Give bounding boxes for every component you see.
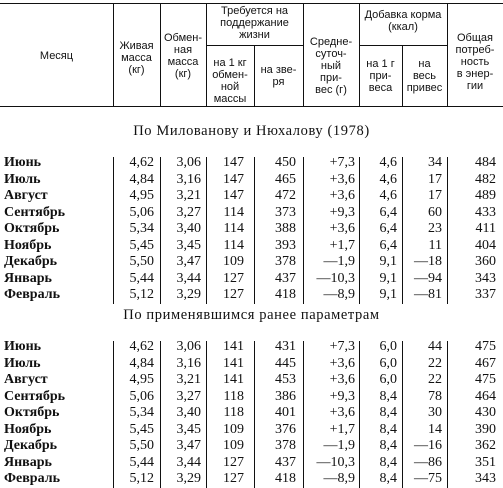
month-label: Декабрь bbox=[4, 438, 58, 453]
header-total-need: Общая потреб- ность в энер- гии bbox=[455, 32, 495, 92]
cell-live-mass: 4,62 bbox=[129, 339, 154, 354]
cell-feed-per-total: 60 bbox=[428, 204, 442, 220]
cell-live-mass: 5,50 bbox=[129, 438, 154, 453]
month-label: Январь bbox=[4, 454, 52, 470]
cell-exchange-mass: 3,06 bbox=[176, 339, 201, 354]
cell-feed-per-1g: 6,4 bbox=[379, 204, 397, 220]
body-col-rule bbox=[113, 157, 114, 304]
cell-exchange-mass: 3,40 bbox=[176, 221, 201, 236]
cell-per-kg: 141 bbox=[223, 355, 244, 371]
cell-feed-per-total: 34 bbox=[428, 155, 442, 170]
cell-feed-per-1g: 4,6 bbox=[379, 188, 397, 203]
cell-total-need: 475 bbox=[475, 339, 496, 354]
month-label: Август bbox=[4, 188, 48, 203]
cell-live-mass: 5,44 bbox=[129, 454, 154, 470]
cell-live-mass: 5,12 bbox=[129, 471, 154, 486]
header-month: Месяц bbox=[39, 50, 74, 62]
cell-feed-per-total: —94 bbox=[414, 270, 442, 286]
table-top-rule bbox=[0, 3, 503, 4]
cell-feed-per-total: —81 bbox=[414, 287, 442, 302]
cell-daily-gain: +7,3 bbox=[329, 339, 355, 354]
body-col-rule bbox=[254, 157, 255, 304]
cell-feed-per-total: 78 bbox=[428, 388, 442, 404]
header-bottom-rule bbox=[0, 106, 503, 107]
cell-feed-per-total: —75 bbox=[414, 471, 442, 486]
cell-feed-per-1g: 8,4 bbox=[379, 421, 397, 437]
cell-exchange-mass: 3,16 bbox=[176, 355, 201, 371]
cell-exchange-mass: 3,29 bbox=[176, 471, 201, 486]
cell-daily-gain: —10,3 bbox=[316, 270, 355, 286]
cell-feed-per-total: 14 bbox=[428, 421, 442, 437]
cell-feed-per-1g: 6,0 bbox=[379, 372, 397, 387]
cell-daily-gain: +3,6 bbox=[329, 171, 355, 187]
cell-total-need: 351 bbox=[475, 454, 496, 470]
cell-feed-per-total: 11 bbox=[428, 237, 442, 253]
header-daily-gain: Средне- суточ- ный при- вес (г) bbox=[309, 36, 353, 96]
body-col-rule bbox=[303, 157, 304, 304]
section-title: По Милованову и Нюхалову (1978) bbox=[133, 123, 370, 139]
cell-total-need: 404 bbox=[475, 237, 496, 253]
cell-feed-per-total: 17 bbox=[428, 188, 442, 203]
cell-feed-per-1g: 8,4 bbox=[379, 388, 397, 404]
cell-exchange-mass: 3,29 bbox=[176, 287, 201, 302]
cell-feed-per-1g: 9,1 bbox=[379, 254, 397, 269]
cell-total-need: 337 bbox=[475, 287, 496, 302]
cell-feed-per-1g: 6,0 bbox=[379, 339, 397, 354]
cell-per-kg: 118 bbox=[223, 388, 244, 404]
body-col-rule bbox=[447, 341, 448, 488]
cell-per-kg: 109 bbox=[223, 438, 244, 453]
cell-total-need: 360 bbox=[475, 254, 496, 269]
cell-live-mass: 5,50 bbox=[129, 254, 154, 269]
cell-exchange-mass: 3,47 bbox=[176, 438, 201, 453]
cell-feed-per-1g: 9,1 bbox=[379, 270, 397, 286]
cell-per-animal: 465 bbox=[275, 171, 296, 187]
cell-live-mass: 5,06 bbox=[129, 388, 154, 404]
body-col-rule bbox=[160, 341, 161, 488]
cell-per-kg: 127 bbox=[223, 270, 244, 286]
header-per-kg: на 1 кг обмен- ной массы bbox=[212, 57, 248, 105]
cell-feed-per-1g: 8,4 bbox=[379, 471, 397, 486]
cell-per-animal: 437 bbox=[275, 454, 296, 470]
cell-feed-per-total: —18 bbox=[414, 254, 442, 269]
cell-live-mass: 5,45 bbox=[129, 237, 154, 253]
cell-feed-per-1g: 6,4 bbox=[379, 221, 397, 236]
cell-daily-gain: +1,7 bbox=[329, 237, 355, 253]
body-col-rule bbox=[359, 341, 360, 488]
cell-exchange-mass: 3,44 bbox=[176, 270, 201, 286]
month-label: Январь bbox=[4, 270, 52, 286]
cell-live-mass: 5,06 bbox=[129, 204, 154, 220]
cell-daily-gain: —10,3 bbox=[316, 454, 355, 470]
cell-per-animal: 418 bbox=[275, 471, 296, 486]
body-col-rule bbox=[206, 157, 207, 304]
cell-feed-per-1g: 8,4 bbox=[379, 405, 397, 420]
cell-feed-per-total: 23 bbox=[428, 221, 442, 236]
cell-live-mass: 4,95 bbox=[129, 372, 154, 387]
month-label: Ноябрь bbox=[4, 237, 52, 253]
cell-live-mass: 5,12 bbox=[129, 287, 154, 302]
cell-per-animal: 431 bbox=[275, 339, 296, 354]
cell-total-need: 411 bbox=[475, 221, 496, 236]
cell-daily-gain: —1,9 bbox=[323, 254, 355, 269]
cell-feed-per-1g: 9,1 bbox=[379, 287, 397, 302]
cell-per-animal: 378 bbox=[275, 438, 296, 453]
cell-daily-gain: +3,6 bbox=[329, 355, 355, 371]
cell-total-need: 489 bbox=[475, 188, 496, 203]
cell-live-mass: 4,62 bbox=[129, 155, 154, 170]
month-label: Ноябрь bbox=[4, 421, 52, 437]
cell-per-kg: 147 bbox=[223, 155, 244, 170]
cell-per-animal: 401 bbox=[275, 405, 296, 420]
cell-exchange-mass: 3,27 bbox=[176, 204, 201, 220]
month-label: Июнь bbox=[4, 339, 42, 354]
cell-daily-gain: —1,9 bbox=[323, 438, 355, 453]
cell-daily-gain: +3,6 bbox=[329, 372, 355, 387]
cell-live-mass: 4,84 bbox=[129, 171, 154, 187]
cell-per-animal: 450 bbox=[275, 155, 296, 170]
month-label: Июнь bbox=[4, 155, 42, 170]
cell-per-kg: 109 bbox=[223, 421, 244, 437]
cell-feed-per-total: 17 bbox=[428, 171, 442, 187]
month-label: Сентябрь bbox=[4, 388, 66, 404]
cell-exchange-mass: 3,21 bbox=[176, 188, 201, 203]
cell-per-kg: 118 bbox=[223, 405, 244, 420]
cell-daily-gain: +9,3 bbox=[329, 388, 355, 404]
cell-total-need: 482 bbox=[475, 171, 496, 187]
cell-total-need: 484 bbox=[475, 155, 496, 170]
cell-exchange-mass: 3,16 bbox=[176, 171, 201, 187]
cell-daily-gain: +3,6 bbox=[329, 405, 355, 420]
body-col-rule bbox=[303, 341, 304, 488]
cell-per-animal: 388 bbox=[275, 221, 296, 236]
body-col-rule bbox=[160, 157, 161, 304]
cell-exchange-mass: 3,47 bbox=[176, 254, 201, 269]
header-live-mass: Живая масса (кг) bbox=[119, 40, 154, 76]
cell-feed-per-total: 30 bbox=[428, 405, 442, 420]
month-label: Август bbox=[4, 372, 48, 387]
section-title: По применявшимся ранее параметрам bbox=[123, 307, 380, 323]
cell-daily-gain: +7,3 bbox=[329, 155, 355, 170]
body-col-rule bbox=[402, 341, 403, 488]
body-col-rule bbox=[359, 157, 360, 304]
cell-per-kg: 114 bbox=[223, 221, 244, 236]
body-col-rule bbox=[254, 341, 255, 488]
cell-feed-per-1g: 4,6 bbox=[379, 171, 397, 187]
cell-live-mass: 5,34 bbox=[129, 405, 154, 420]
cell-live-mass: 5,45 bbox=[129, 421, 154, 437]
cell-live-mass: 5,44 bbox=[129, 270, 154, 286]
cell-feed-per-1g: 6,4 bbox=[379, 237, 397, 253]
body-col-rule bbox=[402, 157, 403, 304]
header-per-animal: на зве- ря bbox=[260, 64, 297, 88]
cell-per-kg: 114 bbox=[223, 237, 244, 253]
month-label: Октябрь bbox=[4, 405, 60, 420]
cell-per-animal: 437 bbox=[275, 270, 296, 286]
cell-exchange-mass: 3,21 bbox=[176, 372, 201, 387]
cell-per-animal: 445 bbox=[275, 355, 296, 371]
cell-per-kg: 127 bbox=[223, 454, 244, 470]
cell-total-need: 475 bbox=[475, 372, 496, 387]
body-col-rule bbox=[206, 341, 207, 488]
cell-exchange-mass: 3,44 bbox=[176, 454, 201, 470]
cell-daily-gain: —8,9 bbox=[323, 287, 355, 302]
cell-total-need: 433 bbox=[475, 204, 496, 220]
cell-per-animal: 418 bbox=[275, 287, 296, 302]
cell-per-kg: 114 bbox=[223, 204, 244, 220]
cell-feed-per-total: —86 bbox=[414, 454, 442, 470]
cell-feed-per-1g: 8,4 bbox=[379, 454, 397, 470]
cell-per-animal: 373 bbox=[275, 204, 296, 220]
month-label: Октябрь bbox=[4, 221, 60, 236]
cell-per-animal: 472 bbox=[275, 188, 296, 203]
cell-feed-per-total: —16 bbox=[414, 438, 442, 453]
month-label: Июль bbox=[4, 355, 41, 371]
cell-feed-per-total: 22 bbox=[428, 355, 442, 371]
cell-total-need: 362 bbox=[475, 438, 496, 453]
feed-subheader-rule bbox=[359, 45, 447, 46]
cell-per-kg: 127 bbox=[223, 471, 244, 486]
cell-total-need: 464 bbox=[475, 388, 496, 404]
cell-feed-per-1g: 4,6 bbox=[379, 155, 397, 170]
cell-total-need: 343 bbox=[475, 270, 496, 286]
cell-live-mass: 5,34 bbox=[129, 221, 154, 236]
cell-per-animal: 378 bbox=[275, 254, 296, 269]
header-maintenance: Требуется на поддержание жизни bbox=[220, 5, 289, 41]
header-per-1g: на 1 г при- веса bbox=[366, 58, 395, 94]
cell-per-animal: 453 bbox=[275, 372, 296, 387]
cell-daily-gain: +3,6 bbox=[329, 221, 355, 236]
month-label: Сентябрь bbox=[4, 204, 66, 220]
cell-total-need: 390 bbox=[475, 421, 496, 437]
cell-exchange-mass: 3,45 bbox=[176, 421, 201, 437]
body-col-rule bbox=[113, 341, 114, 488]
cell-exchange-mass: 3,45 bbox=[176, 237, 201, 253]
cell-per-kg: 109 bbox=[223, 254, 244, 269]
cell-total-need: 467 bbox=[475, 355, 496, 371]
header-feed-add: Добавка корма (ккал) bbox=[364, 9, 442, 33]
header-per-total: на весь привес bbox=[406, 58, 443, 94]
cell-per-kg: 141 bbox=[223, 372, 244, 387]
cell-live-mass: 4,95 bbox=[129, 188, 154, 203]
cell-exchange-mass: 3,27 bbox=[176, 388, 201, 404]
cell-per-kg: 127 bbox=[223, 287, 244, 302]
cell-per-kg: 141 bbox=[223, 339, 244, 354]
cell-per-animal: 376 bbox=[275, 421, 296, 437]
cell-daily-gain: +1,7 bbox=[329, 421, 355, 437]
cell-feed-per-1g: 6,0 bbox=[379, 355, 397, 371]
header-exchange-mass: Обмен- ная масса (кг) bbox=[163, 32, 203, 80]
cell-per-kg: 147 bbox=[223, 171, 244, 187]
month-label: Июль bbox=[4, 171, 41, 187]
cell-feed-per-total: 44 bbox=[428, 339, 442, 354]
cell-exchange-mass: 3,40 bbox=[176, 405, 201, 420]
cell-per-kg: 147 bbox=[223, 188, 244, 203]
cell-feed-per-total: 22 bbox=[428, 372, 442, 387]
body-col-rule bbox=[447, 157, 448, 304]
month-label: Февраль bbox=[4, 471, 60, 486]
cell-feed-per-1g: 8,4 bbox=[379, 438, 397, 453]
cell-total-need: 343 bbox=[475, 471, 496, 486]
cell-daily-gain: +9,3 bbox=[329, 204, 355, 220]
cell-daily-gain: —8,9 bbox=[323, 471, 355, 486]
cell-daily-gain: +3,6 bbox=[329, 188, 355, 203]
cell-per-animal: 386 bbox=[275, 388, 296, 404]
cell-total-need: 430 bbox=[475, 405, 496, 420]
cell-exchange-mass: 3,06 bbox=[176, 155, 201, 170]
cell-per-animal: 393 bbox=[275, 237, 296, 253]
cell-live-mass: 4,84 bbox=[129, 355, 154, 371]
month-label: Февраль bbox=[4, 287, 60, 302]
month-label: Декабрь bbox=[4, 254, 58, 269]
